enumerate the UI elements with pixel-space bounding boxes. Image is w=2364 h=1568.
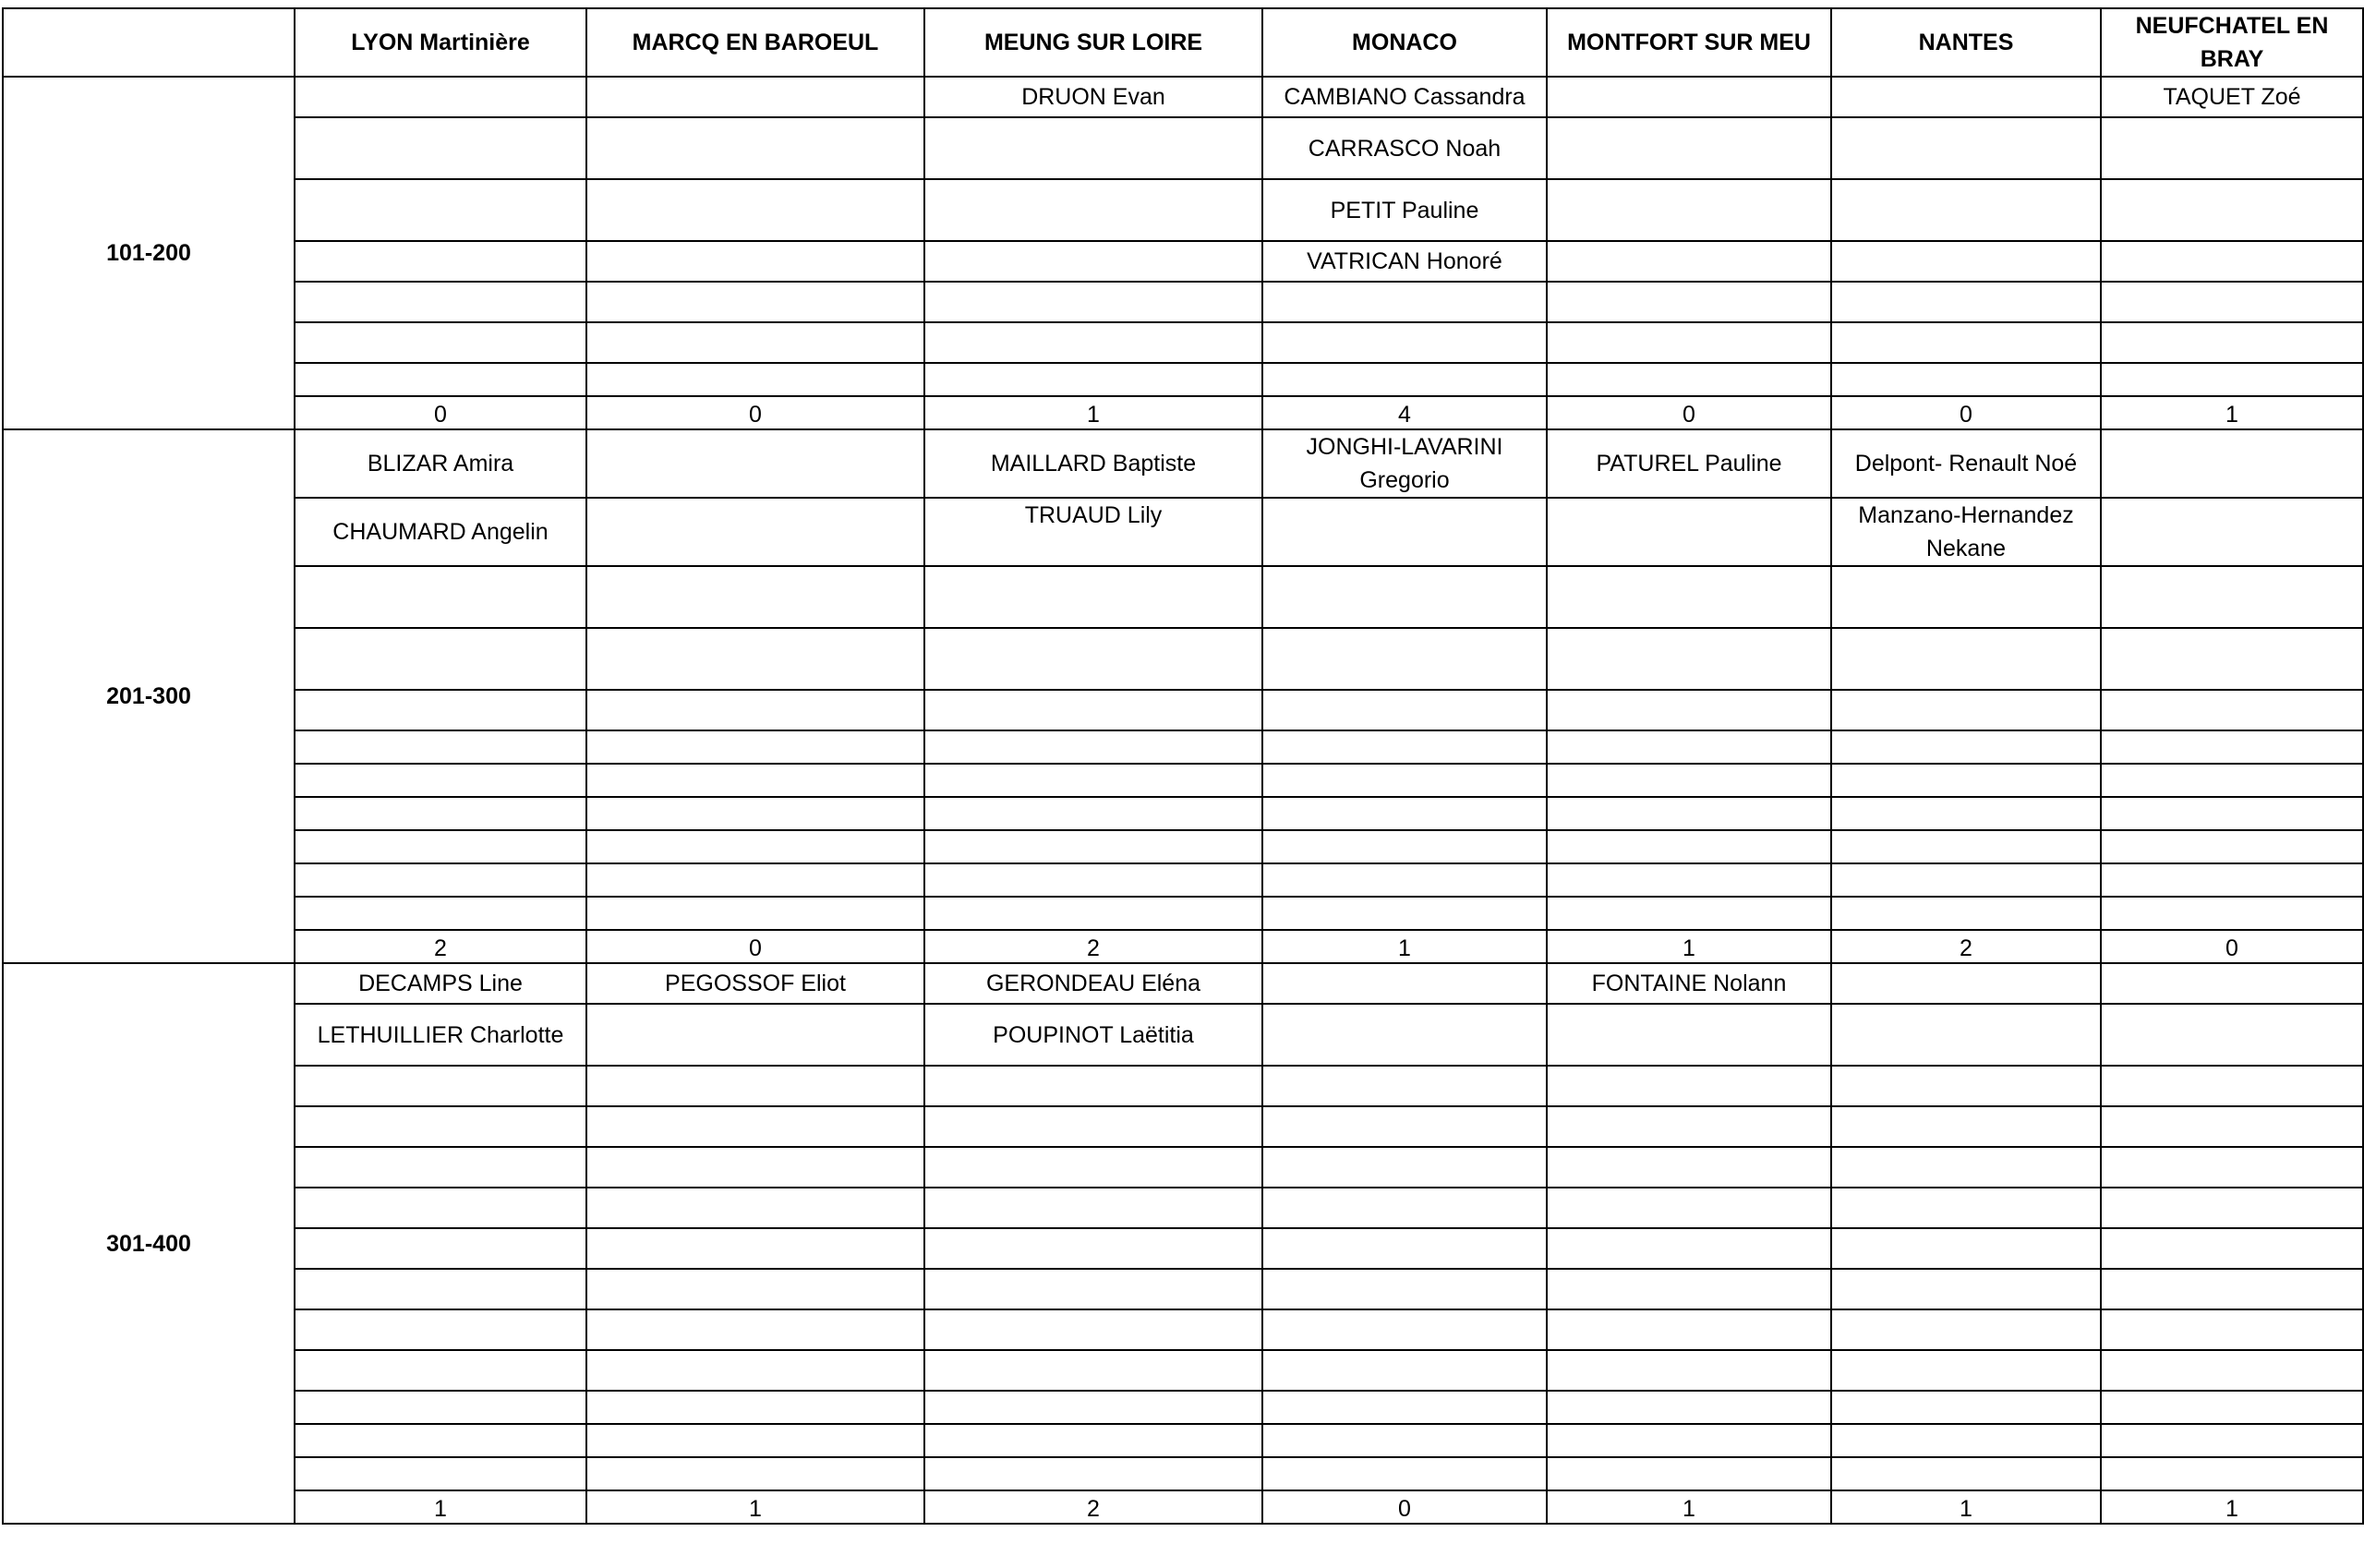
name-cell (2101, 1004, 2363, 1066)
count-row (3, 1490, 2363, 1524)
name-cell (1547, 322, 1831, 363)
name-cell (2101, 1309, 2363, 1350)
name-cell: TRUAUD Lily (924, 498, 1262, 566)
name-cell (295, 830, 586, 863)
name-cell (924, 1106, 1262, 1147)
name-cell (295, 797, 586, 830)
name-cell (2101, 498, 2363, 566)
name-cell (295, 363, 586, 396)
name-cell (2101, 730, 2363, 764)
name-cell (586, 566, 924, 628)
name-cell (2101, 690, 2363, 730)
name-cell (1262, 1188, 1547, 1228)
table-row (3, 1457, 2363, 1490)
name-cell (1831, 117, 2101, 179)
name-cell (586, 830, 924, 863)
table-row (3, 282, 2363, 322)
table-row (3, 764, 2363, 797)
name-cell (295, 1106, 586, 1147)
name-cell (924, 1228, 1262, 1269)
name-cell (295, 730, 586, 764)
name-cell: VATRICAN Honoré (1262, 241, 1547, 282)
name-cell (924, 282, 1262, 322)
name-cell (295, 1457, 586, 1490)
name-cell (586, 863, 924, 897)
count-cell: 1 (586, 1490, 924, 1524)
name-cell (295, 897, 586, 930)
name-cell (1831, 1188, 2101, 1228)
name-cell (1547, 628, 1831, 690)
name-cell (295, 1424, 586, 1457)
count-cell: 0 (1831, 396, 2101, 429)
name-cell (1262, 363, 1547, 396)
name-cell (1547, 1228, 1831, 1269)
name-cell (2101, 830, 2363, 863)
count-cell: 1 (1547, 1490, 1831, 1524)
name-cell (586, 797, 924, 830)
name-cell (1547, 1424, 1831, 1457)
name-cell (924, 730, 1262, 764)
name-cell (586, 498, 924, 566)
name-cell (1831, 1106, 2101, 1147)
name-cell (1831, 282, 2101, 322)
count-cell: 0 (586, 396, 924, 429)
name-cell (1831, 628, 2101, 690)
name-cell (586, 1424, 924, 1457)
name-cell (586, 1188, 924, 1228)
name-cell (1831, 1309, 2101, 1350)
name-cell (1547, 1391, 1831, 1424)
name-cell (586, 1350, 924, 1391)
name-cell (1547, 1457, 1831, 1490)
table-row (3, 1004, 2363, 1066)
column-header: NANTES (1831, 8, 2101, 77)
name-cell (924, 690, 1262, 730)
name-cell (1831, 897, 2101, 930)
name-cell (1831, 1147, 2101, 1188)
table-row (3, 566, 2363, 628)
name-cell (1547, 1350, 1831, 1391)
name-cell (1547, 764, 1831, 797)
name-cell (586, 322, 924, 363)
table-row (3, 963, 2363, 1004)
count-cell: 0 (2101, 930, 2363, 963)
name-cell (295, 1066, 586, 1106)
name-cell (1262, 1269, 1547, 1309)
name-cell: PEGOSSOF Eliot (586, 963, 924, 1004)
name-cell (295, 1391, 586, 1424)
name-cell (1547, 690, 1831, 730)
name-cell (924, 1147, 1262, 1188)
name-cell (2101, 282, 2363, 322)
name-cell (1262, 1391, 1547, 1424)
name-cell (1262, 1309, 1547, 1350)
name-cell (1262, 1066, 1547, 1106)
name-cell (1831, 1391, 2101, 1424)
name-cell (1831, 690, 2101, 730)
table-row (3, 797, 2363, 830)
name-cell (1831, 764, 2101, 797)
table-row (3, 77, 2363, 117)
name-cell (1547, 179, 1831, 241)
name-cell (586, 1269, 924, 1309)
count-cell: 1 (1262, 930, 1547, 963)
name-cell (1547, 830, 1831, 863)
range-label: 101-200 (3, 77, 295, 429)
name-cell (1831, 1457, 2101, 1490)
table-row (3, 498, 2363, 566)
name-cell (295, 77, 586, 117)
name-cell (924, 1457, 1262, 1490)
name-cell (1831, 77, 2101, 117)
table-row (3, 241, 2363, 282)
name-cell (924, 363, 1262, 396)
name-cell (295, 566, 586, 628)
name-cell (1547, 1066, 1831, 1106)
name-cell (1262, 963, 1547, 1004)
name-cell: Manzano-Hernandez Nekane (1831, 498, 2101, 566)
name-cell (2101, 566, 2363, 628)
name-cell: LETHUILLIER Charlotte (295, 1004, 586, 1066)
name-cell: CARRASCO Noah (1262, 117, 1547, 179)
table-row (3, 1350, 2363, 1391)
name-cell (586, 1457, 924, 1490)
name-cell (924, 117, 1262, 179)
name-cell (2101, 1350, 2363, 1391)
name-cell (586, 690, 924, 730)
name-cell (1262, 897, 1547, 930)
name-cell (295, 764, 586, 797)
name-cell (924, 241, 1262, 282)
name-cell (1831, 179, 2101, 241)
name-cell (924, 566, 1262, 628)
name-cell (2101, 1457, 2363, 1490)
name-cell (1547, 797, 1831, 830)
name-cell (1547, 1147, 1831, 1188)
count-cell: 1 (1831, 1490, 2101, 1524)
name-cell (586, 282, 924, 322)
count-cell: 1 (2101, 396, 2363, 429)
table-row (3, 1269, 2363, 1309)
name-cell (1262, 730, 1547, 764)
name-cell (924, 1309, 1262, 1350)
name-cell (295, 241, 586, 282)
name-cell (924, 628, 1262, 690)
name-cell (1831, 566, 2101, 628)
name-cell (1547, 77, 1831, 117)
name-cell: CHAUMARD Angelin (295, 498, 586, 566)
corner-cell (3, 8, 295, 77)
name-cell: POUPINOT Laëtitia (924, 1004, 1262, 1066)
name-cell (586, 117, 924, 179)
table-row (3, 897, 2363, 930)
name-cell (1547, 1106, 1831, 1147)
count-cell: 2 (924, 930, 1262, 963)
name-cell: MAILLARD Baptiste (924, 429, 1262, 498)
name-cell (2101, 1106, 2363, 1147)
name-cell (586, 429, 924, 498)
name-cell (586, 1391, 924, 1424)
table-row (3, 690, 2363, 730)
name-cell (1262, 863, 1547, 897)
name-cell (586, 1309, 924, 1350)
name-cell (924, 1188, 1262, 1228)
range-label: 301-400 (3, 963, 295, 1524)
name-cell: PETIT Pauline (1262, 179, 1547, 241)
name-cell (1831, 1066, 2101, 1106)
name-cell (2101, 863, 2363, 897)
name-cell (1262, 566, 1547, 628)
count-cell: 1 (295, 1490, 586, 1524)
name-cell: DECAMPS Line (295, 963, 586, 1004)
name-cell (924, 1424, 1262, 1457)
name-cell (924, 1350, 1262, 1391)
column-header: MONACO (1262, 8, 1547, 77)
name-cell (295, 1350, 586, 1391)
name-cell (924, 1066, 1262, 1106)
column-header: NEUFCHATEL EN BRAY (2101, 8, 2363, 77)
name-cell (1547, 1188, 1831, 1228)
name-cell (586, 1004, 924, 1066)
name-cell (586, 764, 924, 797)
count-cell: 0 (295, 396, 586, 429)
name-cell (2101, 1066, 2363, 1106)
table-row (3, 1424, 2363, 1457)
name-cell (2101, 429, 2363, 498)
name-cell (295, 628, 586, 690)
name-cell (2101, 1391, 2363, 1424)
count-cell: 4 (1262, 396, 1547, 429)
name-cell (1831, 830, 2101, 863)
table-row (3, 322, 2363, 363)
name-cell (1262, 498, 1547, 566)
count-cell: 0 (1262, 1490, 1547, 1524)
table-row (3, 117, 2363, 179)
name-cell (1547, 1004, 1831, 1066)
name-cell (1831, 1424, 2101, 1457)
name-cell (1262, 690, 1547, 730)
name-cell (295, 117, 586, 179)
name-cell (1831, 241, 2101, 282)
count-cell: 1 (2101, 1490, 2363, 1524)
name-cell (1547, 730, 1831, 764)
name-cell (295, 282, 586, 322)
name-cell (295, 1147, 586, 1188)
rankings-table (2, 7, 2364, 1525)
name-cell (924, 322, 1262, 363)
name-cell (2101, 363, 2363, 396)
name-cell (1262, 628, 1547, 690)
count-row (3, 930, 2363, 963)
name-cell (295, 1228, 586, 1269)
table-row (3, 1309, 2363, 1350)
count-cell: 2 (1831, 930, 2101, 963)
name-cell (586, 897, 924, 930)
name-cell (586, 363, 924, 396)
name-cell: Delpont- Renault Noé (1831, 429, 2101, 498)
name-cell: CAMBIANO Cassandra (1262, 77, 1547, 117)
name-cell (295, 1309, 586, 1350)
name-cell (1547, 1309, 1831, 1350)
name-cell (2101, 1269, 2363, 1309)
name-cell (1262, 1350, 1547, 1391)
name-cell (295, 1269, 586, 1309)
name-cell (2101, 963, 2363, 1004)
name-cell (1547, 1269, 1831, 1309)
table-row (3, 1147, 2363, 1188)
count-cell: 2 (295, 930, 586, 963)
table-row (3, 1391, 2363, 1424)
name-cell (586, 1066, 924, 1106)
name-cell (1547, 282, 1831, 322)
name-cell (924, 179, 1262, 241)
name-cell (1831, 1269, 2101, 1309)
column-header: MEUNG SUR LOIRE (924, 8, 1262, 77)
name-cell (586, 628, 924, 690)
name-cell (1547, 363, 1831, 396)
table-row (3, 363, 2363, 396)
name-cell (295, 322, 586, 363)
name-cell (1547, 117, 1831, 179)
name-cell (1262, 322, 1547, 363)
name-cell (2101, 897, 2363, 930)
name-cell (295, 863, 586, 897)
name-cell (295, 1188, 586, 1228)
range-label: 201-300 (3, 429, 295, 963)
name-cell (924, 830, 1262, 863)
table-row (3, 1066, 2363, 1106)
name-cell: BLIZAR Amira (295, 429, 586, 498)
count-cell: 2 (924, 1490, 1262, 1524)
name-cell: GERONDEAU Eléna (924, 963, 1262, 1004)
name-cell (1831, 963, 2101, 1004)
name-cell (924, 764, 1262, 797)
name-cell: DRUON Evan (924, 77, 1262, 117)
table-row (3, 628, 2363, 690)
name-cell (2101, 322, 2363, 363)
name-cell: JONGHI-LAVARINI Gregorio (1262, 429, 1547, 498)
name-cell (2101, 241, 2363, 282)
name-cell: TAQUET Zoé (2101, 77, 2363, 117)
column-header: LYON Martinière (295, 8, 586, 77)
name-cell: PATUREL Pauline (1547, 429, 1831, 498)
name-cell (1547, 241, 1831, 282)
name-cell (1262, 1106, 1547, 1147)
count-cell: 1 (924, 396, 1262, 429)
name-cell (1831, 1004, 2101, 1066)
name-cell (295, 179, 586, 241)
table-row (3, 179, 2363, 241)
name-cell (1831, 1228, 2101, 1269)
table-row (3, 830, 2363, 863)
name-cell (586, 730, 924, 764)
name-cell (1262, 1457, 1547, 1490)
name-cell (2101, 797, 2363, 830)
table-row (3, 1188, 2363, 1228)
name-cell (1262, 1424, 1547, 1457)
name-cell: FONTAINE Nolann (1547, 963, 1831, 1004)
name-cell (1831, 863, 2101, 897)
name-cell (1547, 498, 1831, 566)
name-cell (2101, 1228, 2363, 1269)
name-cell (1831, 730, 2101, 764)
name-cell (1262, 1004, 1547, 1066)
column-header: MONTFORT SUR MEU (1547, 8, 1831, 77)
name-cell (1262, 1228, 1547, 1269)
name-cell (586, 179, 924, 241)
name-cell (1831, 1350, 2101, 1391)
name-cell (1831, 363, 2101, 396)
table-row (3, 429, 2363, 498)
name-cell (924, 797, 1262, 830)
name-cell (1831, 322, 2101, 363)
name-cell (1547, 897, 1831, 930)
name-cell (586, 1106, 924, 1147)
name-cell (924, 1269, 1262, 1309)
name-cell (2101, 1188, 2363, 1228)
name-cell (1262, 830, 1547, 863)
count-cell: 1 (1547, 930, 1831, 963)
name-cell (924, 863, 1262, 897)
name-cell (924, 897, 1262, 930)
name-cell (1262, 282, 1547, 322)
name-cell (586, 1228, 924, 1269)
name-cell (2101, 1147, 2363, 1188)
name-cell (586, 77, 924, 117)
name-cell (2101, 1424, 2363, 1457)
name-cell (2101, 117, 2363, 179)
name-cell (924, 1391, 1262, 1424)
name-cell (1547, 566, 1831, 628)
name-cell (1262, 797, 1547, 830)
table-row (3, 863, 2363, 897)
name-cell (1547, 863, 1831, 897)
table-row (3, 1106, 2363, 1147)
name-cell (2101, 764, 2363, 797)
name-cell (1831, 797, 2101, 830)
table-row (3, 730, 2363, 764)
name-cell (586, 241, 924, 282)
name-cell (1262, 764, 1547, 797)
name-cell (1262, 1147, 1547, 1188)
column-header: MARCQ EN BAROEUL (586, 8, 924, 77)
count-row (3, 396, 2363, 429)
name-cell (295, 690, 586, 730)
name-cell (2101, 628, 2363, 690)
count-cell: 0 (586, 930, 924, 963)
header-row (3, 8, 2363, 77)
table-row (3, 1228, 2363, 1269)
count-cell: 0 (1547, 396, 1831, 429)
name-cell (586, 1147, 924, 1188)
name-cell (2101, 179, 2363, 241)
